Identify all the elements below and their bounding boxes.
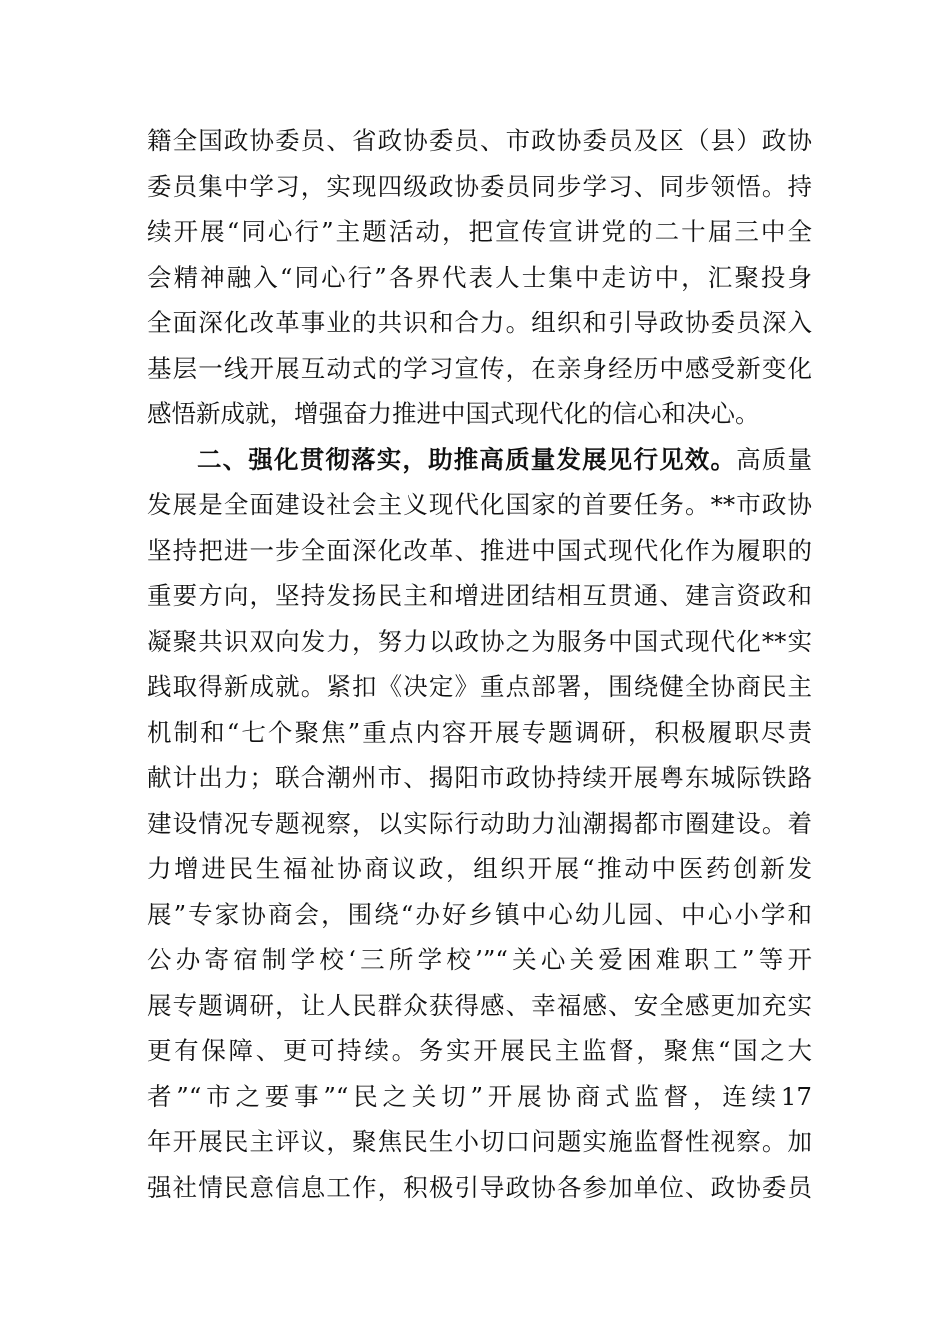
text-line: 委员集中学习，实现四级政协委员同步学习、同步领悟。持 xyxy=(147,171,812,201)
text-line: 机制和“七个聚焦”重点内容开展专题调研，积极履职尽责 xyxy=(147,717,812,747)
text-line: 更有保障、更可持续。务实开展民主监督，聚焦“国之大 xyxy=(147,1036,812,1065)
text-line: 献计出力；联合潮州市、揭阳市政协持续开展粤东城际铁路 xyxy=(147,763,812,792)
text-line: 凝聚共识双向发力，努力以政协之为服务中国式现代化**实 xyxy=(147,626,812,656)
text-line: 力增进民生福祉协商议政，组织开展“推动中医药创新发 xyxy=(147,854,812,883)
text-line: 年开展民主评议，聚焦民生小切口问题实施监督性视察。加 xyxy=(147,1127,812,1156)
text-line: 展”专家协商会，围绕“办好乡镇中心幼儿园、中心小学和 xyxy=(147,899,812,929)
text-line: 践取得新成就。紧扣《决定》重点部署，围绕健全协商民主 xyxy=(147,672,812,701)
text-line: 坚持把进一步全面深化改革、推进中国式现代化作为履职的 xyxy=(147,535,812,565)
section-heading: 二、强化贯彻落实，助推高质量发展见行见效。 xyxy=(197,444,737,474)
text-line: 全面深化改革事业的共识和合力。组织和引导政协委员深入 xyxy=(147,308,812,337)
text-line: 重要方向，坚持发扬民主和增进团结相互贯通、建言资政和 xyxy=(147,581,812,610)
paragraph-1 xyxy=(147,118,812,437)
text-line: 强社情民意信息工作，积极引导政协各参加单位、政协委员 xyxy=(147,1172,812,1202)
text-line: 基层一线开展互动式的学习宣传，在亲身经历中感受新变化 xyxy=(147,353,812,383)
text-line: 建设情况专题视察，以实际行动助力汕潮揭都市圈建设。着 xyxy=(147,808,812,838)
text-line: 籍全国政协委员、省政协委员、市政协委员及区（县）政协 xyxy=(147,126,812,155)
text-line: 展专题调研，让人民群众获得感、幸福感、安全感更加充实 xyxy=(147,990,812,1020)
text-line: 者”“市之要事”“民之关切”开展协商式监督，连续17 xyxy=(147,1081,812,1111)
text-line: 续开展“同心行”主题活动，把宣传宣讲党的二十届三中全 xyxy=(147,217,812,246)
document-body xyxy=(147,118,812,1210)
text-line: 会精神融入“同心行”各界代表人士集中走访中，汇聚投身 xyxy=(147,262,812,292)
paragraph-2 xyxy=(147,437,812,1211)
paragraph-2-first-line xyxy=(147,437,812,483)
text-line: 发展是全面建设社会主义现代化国家的首要任务。**市政协 xyxy=(147,490,812,519)
heading-trailing-text: 高质量 xyxy=(736,444,813,474)
text-line: 感悟新成就，增强奋力推进中国式现代化的信心和决心。 xyxy=(147,399,760,428)
text-line: 公办寄宿制学校‘三所学校’”“关心关爱困难职工”等开 xyxy=(147,945,812,974)
